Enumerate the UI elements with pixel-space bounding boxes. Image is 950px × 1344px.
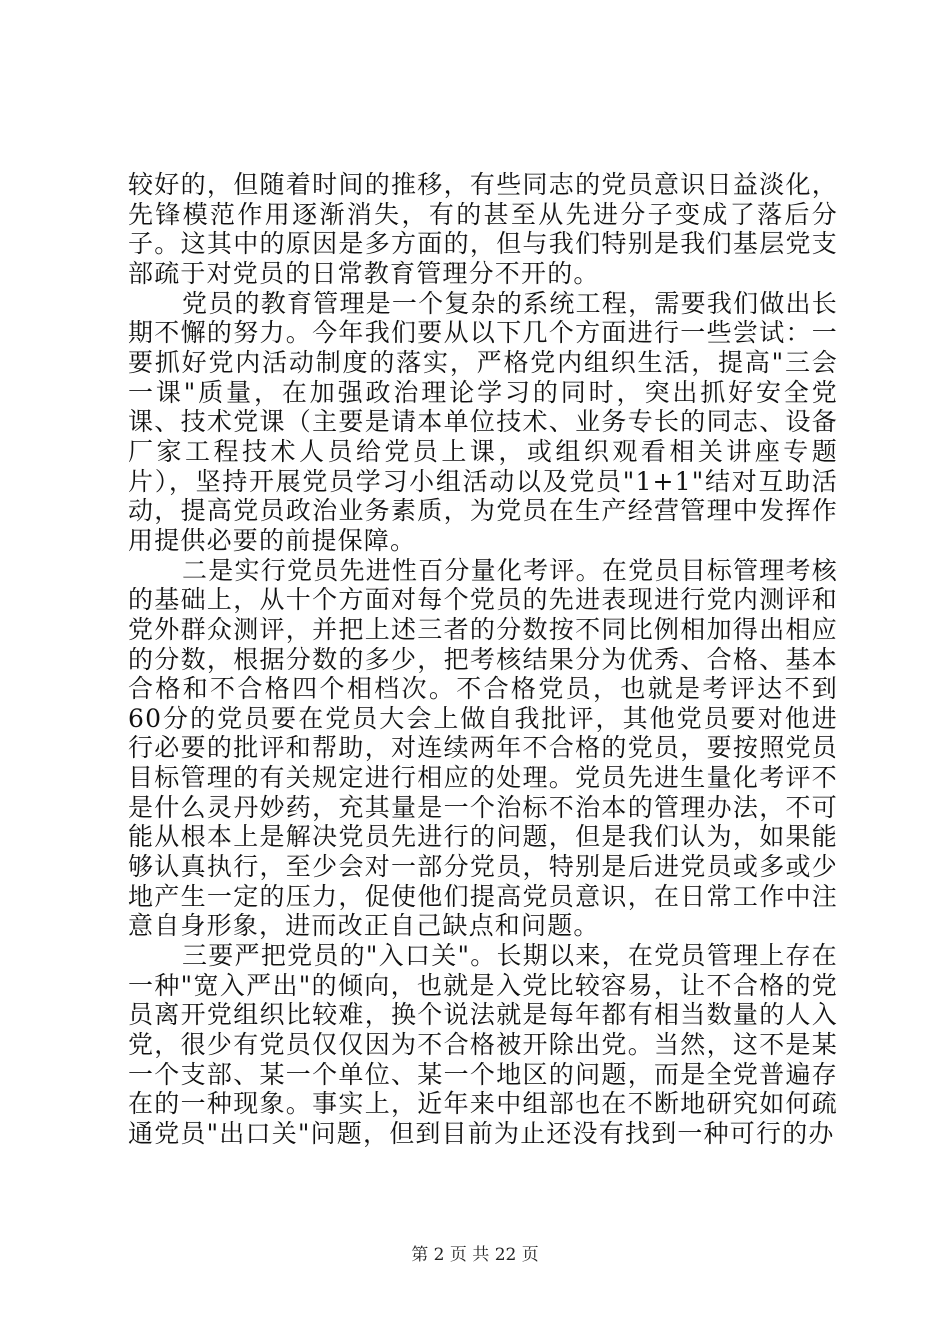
paragraph-entry-control: 三要严把党员的"入口关"。长期以来，在党员管理上存在一种"宽入严出"的倾向，也就是入党比较容易，让不合格的党员离开党组织比较难，换个说法就是每年都有相当数量的人入党，很少有党员仅仅因为不合格被开除出党。当然，这不是某一个支部、某一个单位、某一个地区的问题，而是全党普遍存在的一种现象。事实上，近年来中组部也在不断地研究如何疏通党员"出口关"问题，但到目前为止还没有找到一种可行的办	[128, 941, 838, 1148]
document-body	[128, 170, 838, 1149]
paragraph-education-management: 党员的教育管理是一个复杂的系统工程，需要我们做出长期不懈的努力。今年我们要从以下几个方面进行一些尝试：一要抓好党内活动制度的落实，严格党内组织生活，提高"三会一课"质量，在加强政治理论学习的同时，突出抓好安全党课、技术党课（主要是请本单位技术、业务专长的同志、设备厂家工程技术人员给党员上课，或组织观看相关讲座专题片），坚持开展党员学习小组活动以及党员"1+1"结对互助活动，提高党员政治业务素质，为党员在生产经营管理中发挥作用提供必要的前提保障。	[128, 288, 838, 555]
paragraph-quantified-evaluation: 二是实行党员先进性百分量化考评。在党员目标管理考核的基础上，从十个方面对每个党员的先进表现进行党内测评和党外群众测评，并把上述三者的分数按不同比例相加得出相应的分数，根据分数的多少，把考核结果分为优秀、合格、基本合格和不合格四个相档次。不合格党员，也就是考评达不到60分的党员要在党员大会上做自我批评，其他党员要对他进行必要的批评和帮助，对连续两年不合格的党员，要按照党员目标管理的有关规定进行相应的处理。党员先进生量化考评不是什么灵丹妙药，充其量是一个治标不治本的管理办法，不可能从根本上是解决党员先进行的问题，但是我们认为，如果能够认真执行，至少会对一部分党员，特别是后进党员或多或少地产生一定的压力，促使他们提高党员意识，在日常工作中注意自身形象，进而改正自己缺点和问题。	[128, 555, 838, 941]
page-footer: 第 2 页 共 22 页	[411, 1245, 539, 1265]
paragraph-continued: 较好的，但随着时间的推移，有些同志的党员意识日益淡化，先锋模范作用逐渐消失，有的甚至从先进分子变成了落后分子。这其中的原因是多方面的，但与我们特别是我们基层党支部疏于对党员的日常教育管理分不开的。	[128, 170, 838, 288]
